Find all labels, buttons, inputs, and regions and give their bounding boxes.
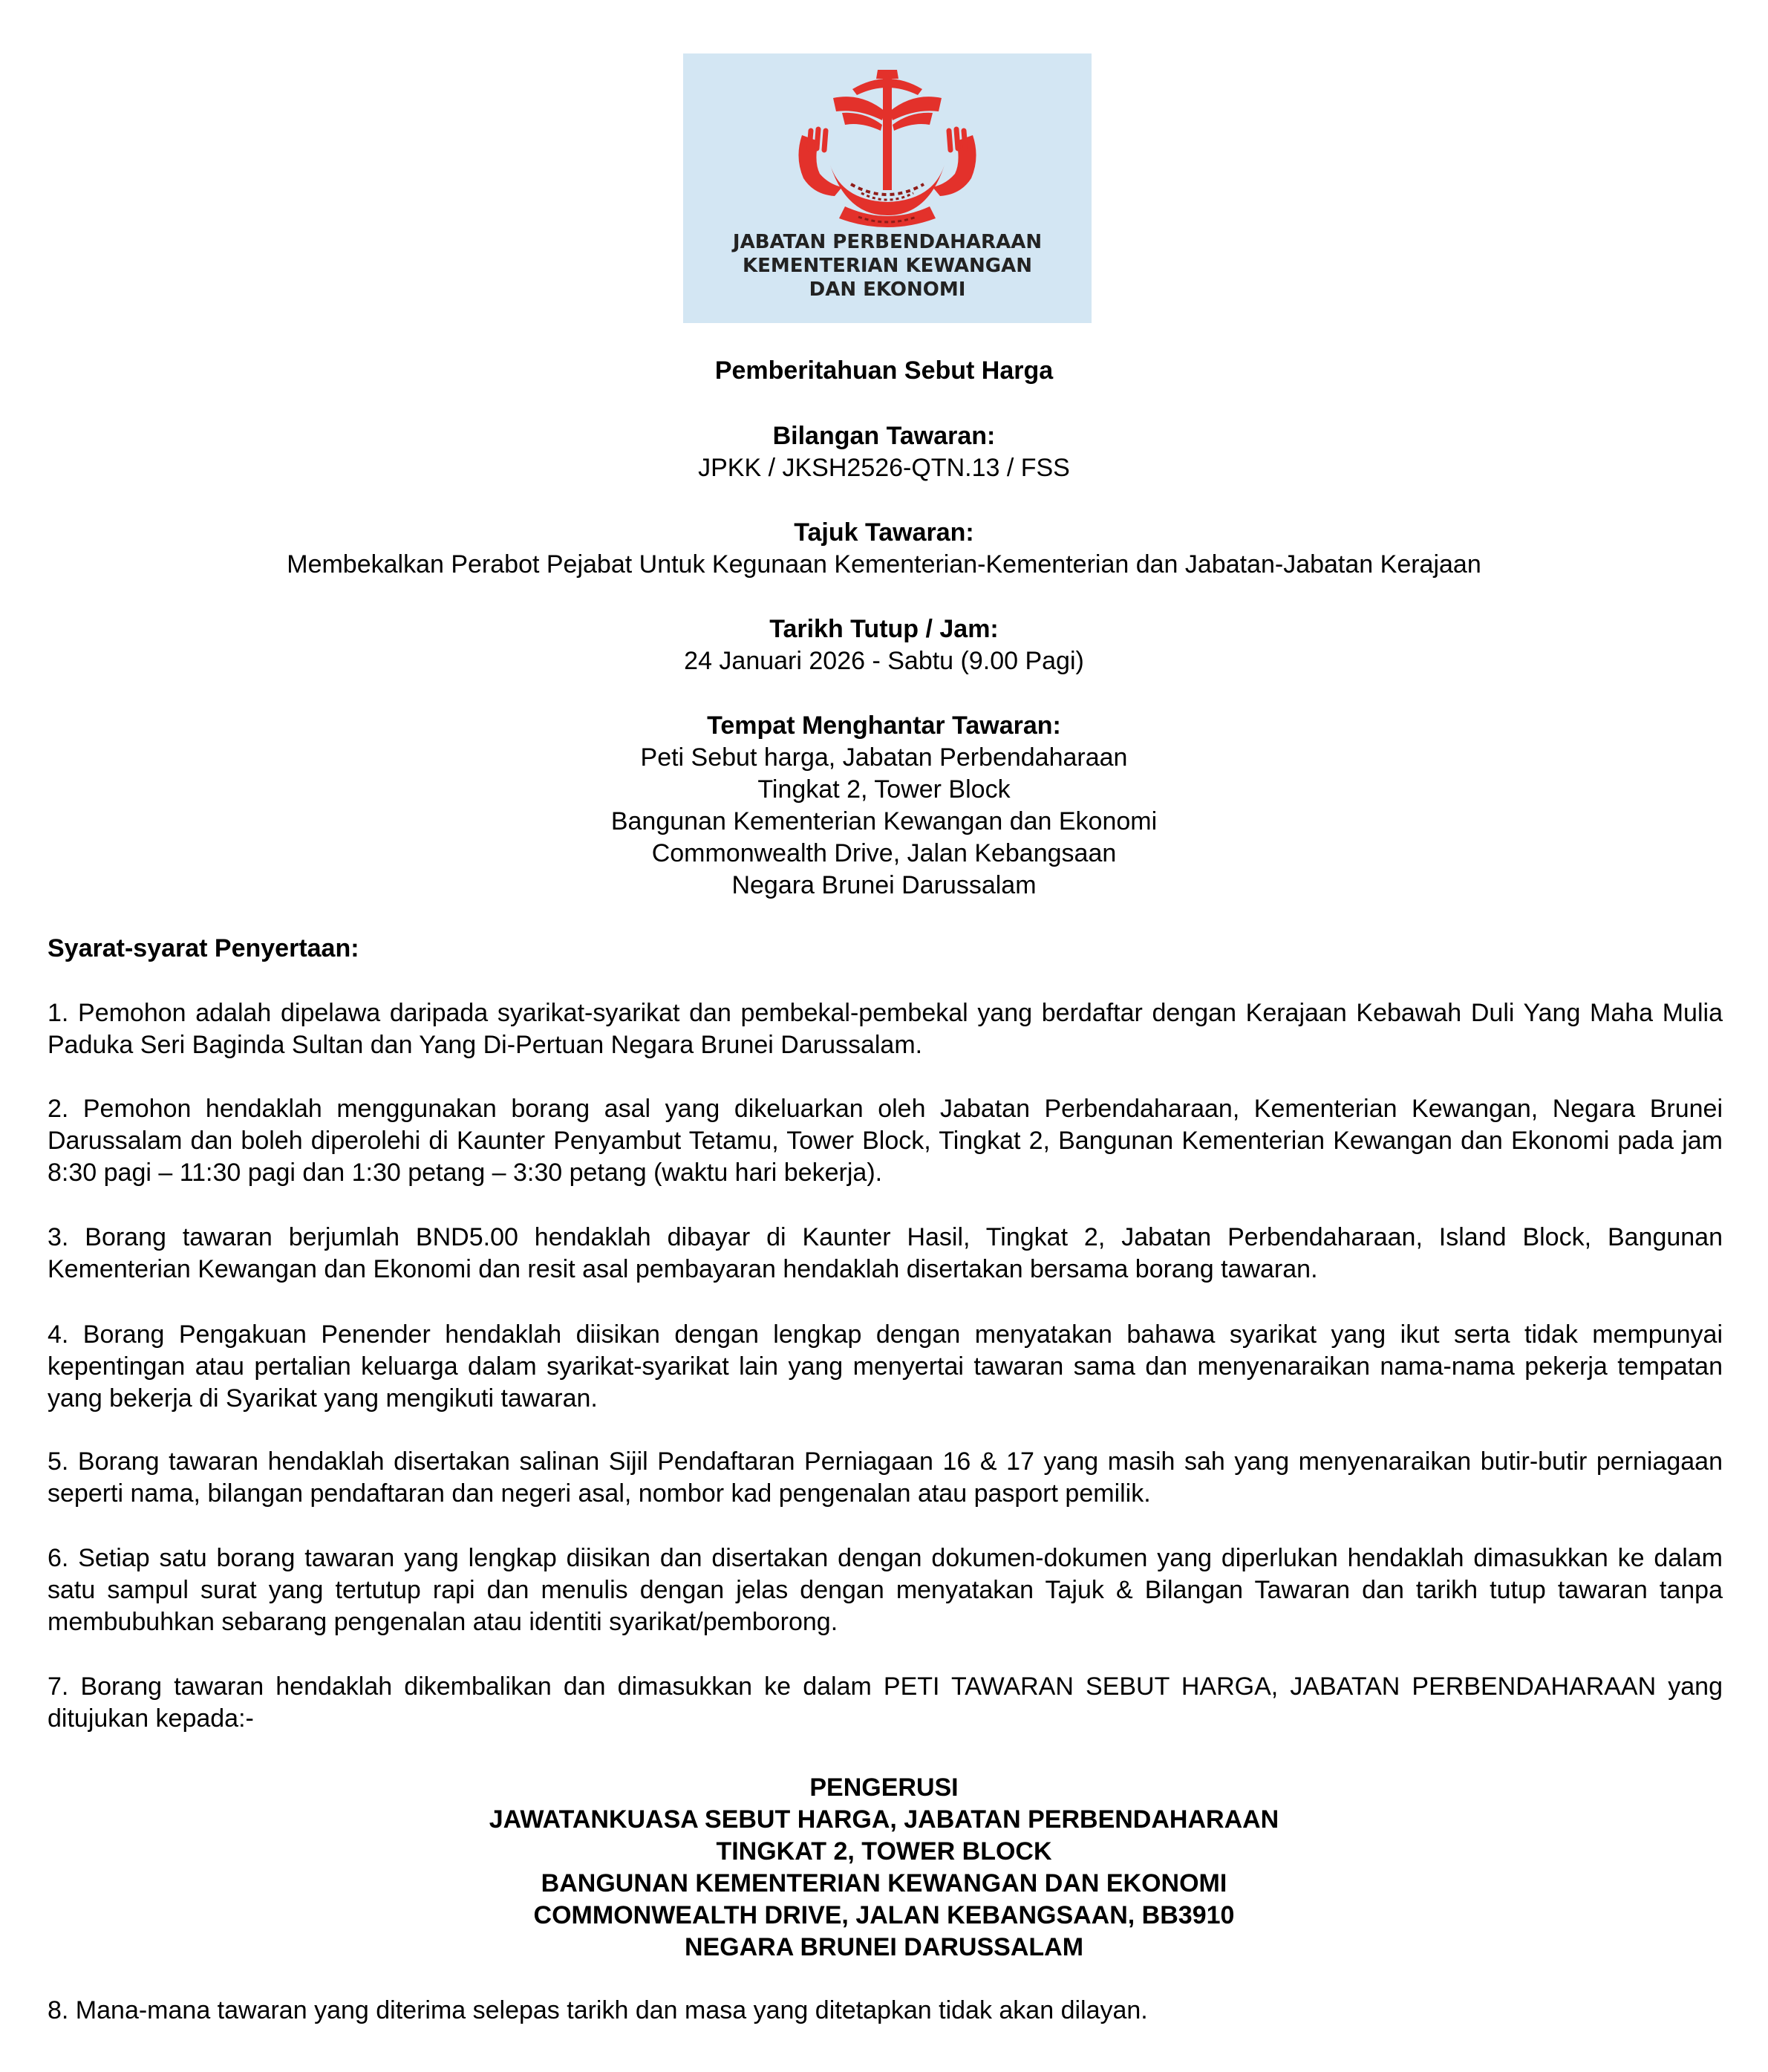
logo-line-3: DAN EKONOMI — [809, 278, 966, 301]
venue-line: Negara Brunei Darussalam — [731, 871, 1037, 899]
ministry-logo — [683, 53, 1092, 323]
addressee-line: TINGKAT 2, TOWER BLOCK — [716, 1837, 1052, 1866]
condition-item-4: 4. Borang Pengakuan Penender hendaklah diisikan dengan lengkap dengan menyatakan bahawa syarikat yang ikut serta tidak mempunyai kepentingan atau pertalian keluarga dalam syarikat-syarikat lain yang menyertai tawaran sama dan menyenaraikan nama-nama pekerja tempatan yang bekerja di Syarikat yang mengikuti tawaran. — [48, 1320, 1723, 1413]
submission-venue-block — [0, 710, 1768, 902]
venue-line: Bangunan Kementerian Kewangan dan Ekonomi — [610, 807, 1158, 835]
logo-line-2: KEMENTERIAN KEWANGAN — [743, 255, 1032, 277]
addressee-line: JAWATANKUASA SEBUT HARGA, JABATAN PERBENDAHARAAN — [489, 1805, 1279, 1834]
condition-item-6: 6. Setiap satu borang tawaran yang lengkap diisikan dan disertakan dengan dokumen-dokumen yang diperlukan hendaklah dimasukkan ke dalam satu sampul surat yang tertutup rapi dan menulis dengan jelas dengan menyatakan Tajuk & Bilangan Tawaran dan tarikh tutup tawaran tanpa membubuhkan sebarang pengenalan atau identiti syarikat/pemborong. — [48, 1544, 1723, 1636]
condition-item-3: 3. Borang tawaran berjumlah BND5.00 hendaklah dibayar di Kaunter Hasil, Tingkat 2, Jabatan Perbendaharaan, Island Block, Bangunan Kementerian Kewangan dan Ekonomi dan resit asal pembayaran hendaklah disertakan bersama borang tawaran. — [48, 1223, 1723, 1283]
addressee-line: BANGUNAN KEMENTERIAN KEWANGAN DAN EKONOMI — [541, 1869, 1227, 1897]
addressee-line: PENGERUSI — [809, 1773, 959, 1802]
closing-date-label: Tarikh Tutup / Jam: — [769, 615, 999, 643]
condition-item-7: 7. Borang tawaran hendaklah dikembalikan dan dimasukkan ke dalam PETI TAWARAN SEBUT HARGA, JABATAN PERBENDAHARAAN yang ditujukan kepada:- — [48, 1672, 1723, 1733]
tender-number: JPKK / JKSH2526-QTN.13 / FSS — [698, 454, 1070, 482]
condition-item-1: 1. Pemohon adalah dipelawa daripada syarikat-syarikat dan pembekal-pembekal yang berdaftar dengan Kerajaan Kebawah Duli Yang Maha Mulia Paduka Seri Baginda Sultan dan Yang Di-Pertuan Negara Brunei Darussalam. — [48, 999, 1723, 1059]
tender-title-label: Tajuk Tawaran: — [794, 518, 974, 547]
tender-title: Membekalkan Perabot Pejabat Untuk Kegunaan Kementerian-Kementerian dan Jabatan-Jabatan Kerajaan — [287, 550, 1481, 579]
closing-date-block — [0, 613, 1768, 677]
submission-venue-label: Tempat Menghantar Tawaran: — [707, 711, 1061, 740]
notice-title-block — [0, 355, 1768, 387]
addressee-line: NEGARA BRUNEI DARUSSALAM — [684, 1933, 1084, 1961]
tender-number-label: Bilangan Tawaran: — [772, 422, 996, 450]
conditions-title: Syarat-syarat Penyertaan: — [48, 934, 359, 962]
logo-caption — [683, 230, 1092, 302]
logo-line-1: JABATAN PERBENDAHARAAN — [732, 231, 1043, 253]
closing-date-value: 24 Januari 2026 - Sabtu (9.00 Pagi) — [684, 647, 1084, 675]
condition-item-5: 5. Borang tawaran hendaklah disertakan salinan Sijil Pendaftaran Perniagaan 16 & 17 yang masih sah yang menyenaraikan butir-butir perniagaan seperti nama, bilangan pendaftaran dan negeri asal, nombor kad pengenalan atau pasport pemilik. — [48, 1447, 1723, 1508]
brunei-crest-emblem — [683, 53, 1092, 232]
venue-line: Tingkat 2, Tower Block — [757, 775, 1011, 804]
condition-item-8: 8. Mana-mana tawaran yang diterima selepas tarikh dan masa yang ditetapkan tidak akan dilayan. — [48, 1996, 1148, 2024]
condition-item-2: 2. Pemohon hendaklah menggunakan borang asal yang dikeluarkan oleh Jabatan Perbendaharaan, Kementerian Kewangan, Negara Brunei Darussalam dan boleh diperolehi di Kaunter Penyambut Tetamu, Tower Block, Tingkat 2, Bangunan Kementerian Kewangan dan Ekonomi pada jam 8:30 pagi – 11:30 pagi dan 1:30 petang – 3:30 petang (waktu hari bekerja). — [48, 1095, 1723, 1187]
venue-line: Peti Sebut harga, Jabatan Perbendaharaan — [640, 743, 1128, 772]
venue-line: Commonwealth Drive, Jalan Kebangsaan — [651, 839, 1117, 867]
addressee-block — [0, 1772, 1768, 1964]
addressee-line: COMMONWEALTH DRIVE, JALAN KEBANGSAAN, BB3910 — [533, 1901, 1235, 1929]
notice-title: Pemberitahuan Sebut Harga — [714, 356, 1054, 385]
tender-title-block — [0, 517, 1768, 581]
tender-number-block — [0, 420, 1768, 484]
